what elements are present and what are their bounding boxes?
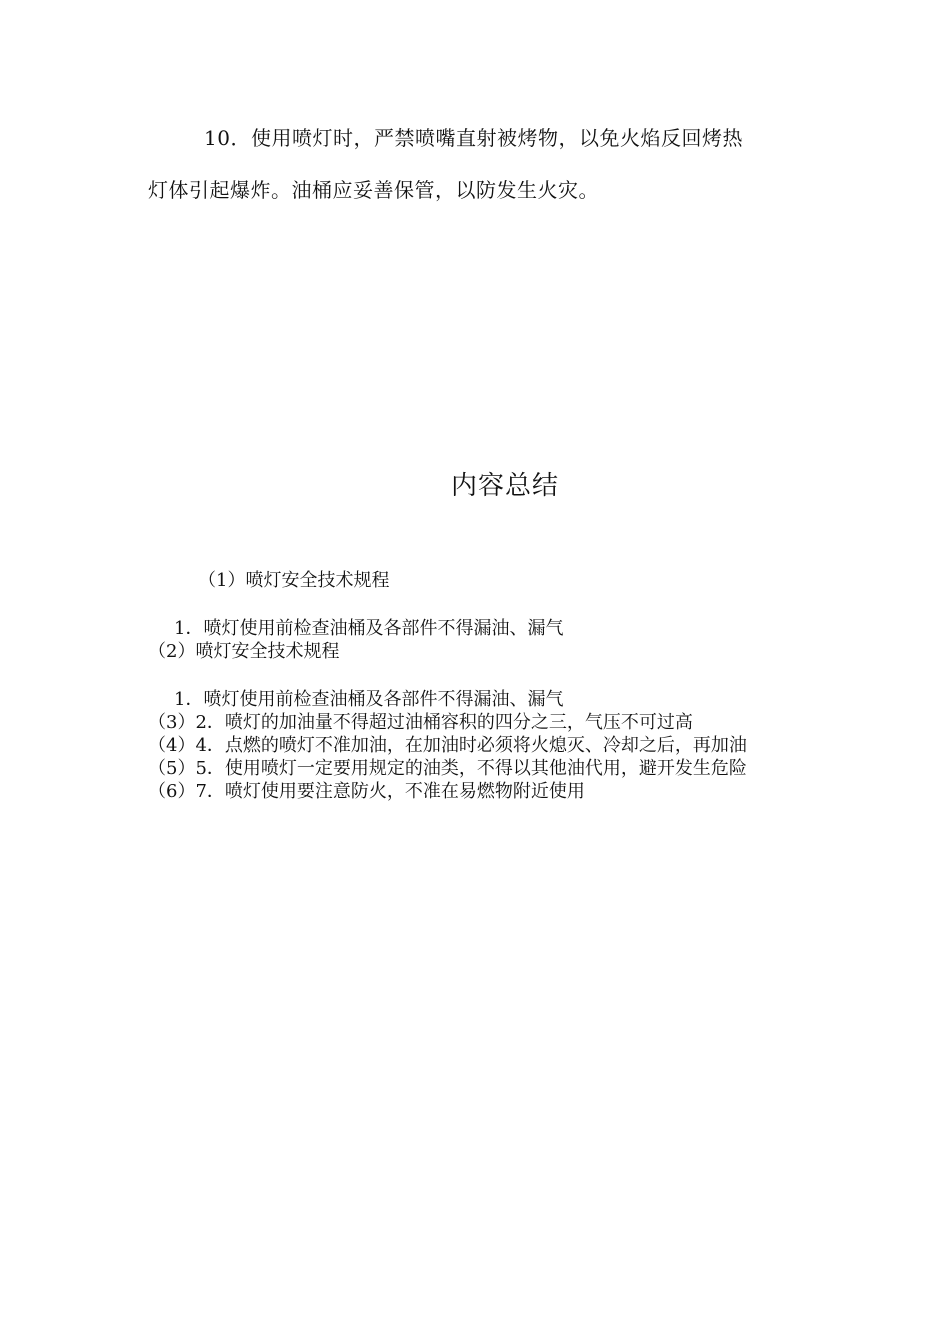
- summary-item-3: （2）喷灯安全技术规程: [148, 641, 340, 662]
- summary-item-8: （6）7．喷灯使用要注意防火，不准在易燃物附近使用: [148, 781, 585, 802]
- summary-item-5: （3）2．喷灯的加油量不得超过油桶容积的四分之三，气压不可过高: [148, 712, 693, 733]
- paragraph-line-1-text: 10．使用喷灯时，严禁喷嘴直射被烤物，以免火焰反回烤热: [204, 126, 743, 150]
- paragraph-line-1: [148, 112, 798, 164]
- summary-item-6: （4）4．点燃的喷灯不准加油，在加油时必须将火熄灭、冷却之后，再加油: [148, 735, 747, 756]
- summary-item-2: 1．喷灯使用前检查油桶及各部件不得漏油、漏气: [174, 618, 564, 639]
- summary-item-4: 1．喷灯使用前检查油桶及各部件不得漏油、漏气: [174, 689, 564, 710]
- summary-list: [148, 569, 798, 803]
- summary-title: 内容总结: [450, 471, 559, 501]
- body-paragraph: [148, 112, 798, 216]
- summary-item-1: （1）喷灯安全技术规程: [198, 570, 390, 591]
- summary-gap-2: [148, 663, 798, 688]
- summary-gap-1: [148, 592, 798, 617]
- paragraph-line-2: 灯体引起爆炸。油桶应妥善保管，以防发生火灾。: [148, 178, 599, 202]
- summary-item-7: （5）5．使用喷灯一定要用规定的油类，不得以其他油代用，避开发生危险: [148, 758, 747, 779]
